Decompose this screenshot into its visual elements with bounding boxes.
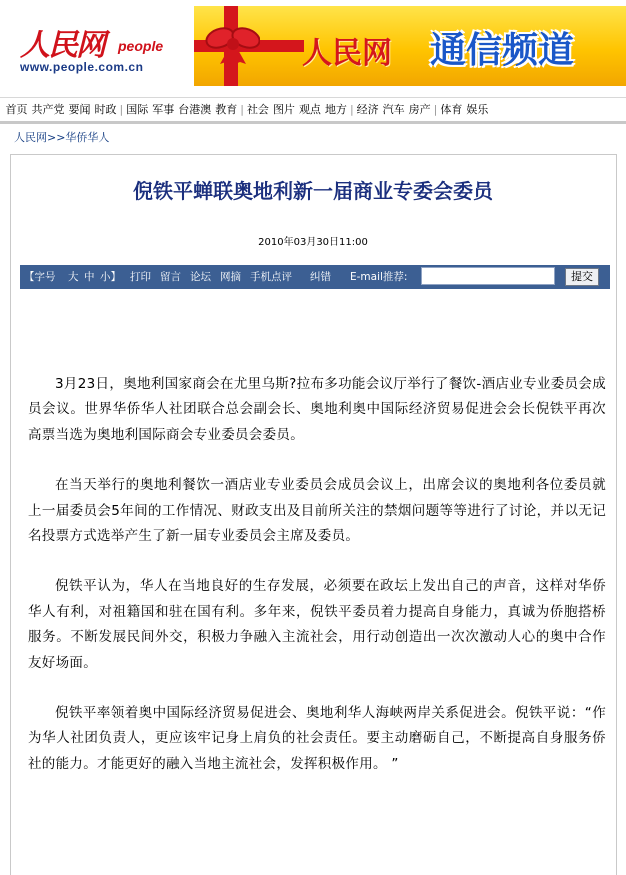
nav-separator: | [349,103,354,116]
nav-separator: | [119,103,124,116]
nav-item[interactable]: 娱乐 [466,103,489,116]
nav-item[interactable]: 地方 [324,103,347,116]
nav-item[interactable]: 社会 [246,103,269,116]
nav-separator: | [240,103,244,116]
font-small-link[interactable]: 小】 [100,271,121,283]
nav-item[interactable]: 教育 [215,103,238,116]
main-nav [0,97,626,122]
article-body [28,372,606,802]
nav-item[interactable]: 图片 [272,103,295,116]
gift-bow-icon [204,24,260,64]
message-link[interactable]: 留言 [160,271,181,283]
banner-channel-name: 通信频道 [430,30,575,71]
logo-chinese: 人民网 [20,28,104,63]
mobile-comment-link[interactable]: 手机点评 [250,271,292,283]
people-logo[interactable] [18,20,178,80]
logo-english: people [118,38,164,54]
page-header [0,0,626,94]
print-link[interactable]: 打印 [130,271,151,283]
nav-item[interactable]: 要闻 [68,103,91,116]
nav-item[interactable]: 共产党 [31,103,65,116]
nav-item[interactable]: 时政 [94,103,117,116]
banner-site-name: 人民网 [302,36,392,71]
article-paragraph: 在当天举行的奥地利餐饮一酒店业专业委员会成员会议上，出席会议的奥地利各位委员就上一届委员会5年间的工作情况、财政支出及目前所关注的禁烟问题等等进行了讨论，并以无记名投票方式选举产生了新一届专业委员会主席及委员。 [28,477,606,545]
article-paragraph: 3月23日，奥地利国家商会在尤里乌斯?拉布多功能会议厅举行了餐饮-酒店业专业委员会成员会议。世界华侨华人社团联合总会副会长、奥地利奥中国际经济贸易促进会会长倪铁平再次高票当选为奥地利国际商会专业委员会委员。 [28,376,606,443]
nav-item[interactable]: 军事 [152,103,175,116]
nav-item[interactable]: 房产 [408,103,431,116]
article-toolbar [20,265,610,289]
nav-item[interactable]: 台港澳 [178,103,212,116]
forum-link[interactable]: 论坛 [190,271,211,283]
nav-item[interactable]: 汽车 [382,103,405,116]
nav-item[interactable]: 国际 [126,103,149,116]
email-label: E-mail推荐: [350,271,408,283]
logo-url: www.people.com.cn [20,60,144,74]
article-title: 倪铁平蝉联奥地利新一届商业专委会委员 [133,179,493,203]
nav-item[interactable]: 经济 [356,103,379,116]
wangzhai-link[interactable]: 网摘 [220,271,241,283]
font-size-label: 【字号 [24,271,56,283]
article-paragraph: 倪铁平率领着奥中国际经济贸易促进会、奥地利华人海峡两岸关系促进会。倪铁平说：“作为华人社团负责人，更应该牢记身上肩负的社会责任。要主动磨砺自己，不断提高自身服务侨社的能力。才能更好的融入当地主流社会，发挥积极作用。 ” [28,705,606,772]
nav-item[interactable]: 首页 [5,103,28,116]
article-paragraph: 倪铁平认为，华人在当地良好的生存发展，必须要在政坛上发出自己的声音，这样对华侨华人有利，对祖籍国和驻在国有利。多年来，倪铁平委员着力提高自身能力，真诚为侨胞搭桥服务。不断发展民间外交，积极力争融入主流社会，用行动创造出一次次激动人心的奥中合作友好场面。 [28,578,606,671]
breadcrumb[interactable]: 人民网>>华侨华人 [14,131,110,144]
nav-separator: | [433,103,438,116]
telecom-channel-banner[interactable] [194,6,626,86]
nav-divider [0,121,626,124]
submit-button[interactable]: 提交 [565,268,599,286]
email-recommend-input[interactable] [421,267,555,285]
font-large-link[interactable]: 大 [68,271,79,283]
font-medium-link[interactable]: 中 [84,271,95,283]
article-date: 2010年03月30日11:00 [258,237,368,248]
correct-link[interactable]: 纠错 [310,271,331,283]
nav-item[interactable]: 体育 [440,103,463,116]
nav-item[interactable]: 观点 [298,103,321,116]
